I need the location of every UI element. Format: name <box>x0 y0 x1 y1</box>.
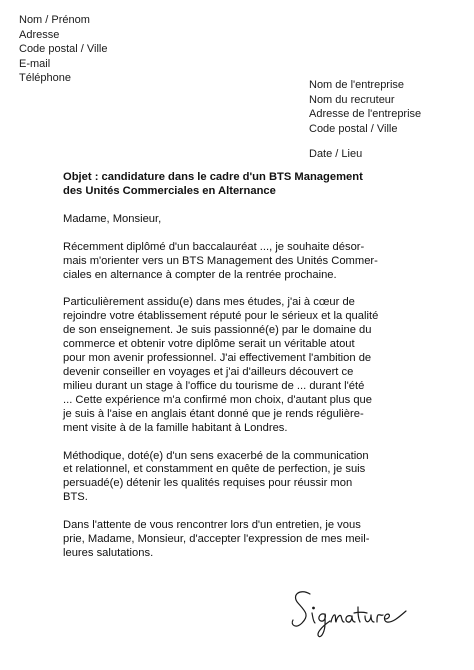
date-place: Date / Lieu <box>309 148 363 160</box>
recipient-postal-city: Code postal / Ville <box>309 122 398 135</box>
paragraph-line: ciales en alternance à compter de la rentrée prochaine. <box>63 268 337 281</box>
recipient-recruiter: Nom du recruteur <box>309 93 395 106</box>
paragraph-line: je suis à l'aise en anglais étant donné que je rends régulière- <box>63 407 364 420</box>
paragraph-line: Récemment diplômé d'un baccalauréat ..., je souhaite désor- <box>63 240 365 253</box>
sender-email: E-mail <box>19 57 51 70</box>
subject-line: Objet : candidature dans le cadre d'un BTS Management <box>63 171 363 183</box>
paragraph-line: Méthodique, doté(e) d'un sens exacerbé de la communication <box>63 449 369 462</box>
paragraph-closing <box>63 519 463 561</box>
recipient-address: Adresse de l'entreprise <box>309 108 422 120</box>
paragraph-line: ment visite à de la famille habitant à Londres. <box>63 421 288 434</box>
paragraph-line: Dans l'attente de vous rencontrer lors d'un entretien, je vous <box>63 519 361 532</box>
paragraph-motivation <box>63 296 463 435</box>
paragraph-line: leures salutations. <box>63 546 154 559</box>
paragraph-line: prie, Madame, Monsieur, d'accepter l'expression de mes meil- <box>63 533 370 546</box>
paragraph-line: rejoindre votre établissement réputé pour le sérieux et la qualité <box>63 310 379 323</box>
paragraph-line: de son enseignement. Je suis passionné(e) par le domaine du <box>63 324 372 337</box>
paragraph-line: Particulièrement assidu(e) dans mes études, j'ai à cœur de <box>63 296 355 309</box>
sender-phone: Téléphone <box>19 72 71 84</box>
paragraph-line: et relationnel, et constamment en quête de perfection, je suis <box>63 463 366 476</box>
paragraph-intro <box>63 241 463 283</box>
sender-name: Nom / Prénom <box>19 14 90 26</box>
letter-body <box>63 171 463 575</box>
paragraph-line: milieu durant un stage à l'office du tourisme de ... durant l'été <box>63 379 365 392</box>
recipient-block <box>309 78 421 136</box>
paragraph-line: ... Cette expérience m'a confirmé mon choix, d'autant plus que <box>63 393 372 406</box>
handwritten-signature <box>288 585 423 640</box>
recipient-company: Nom de l'entreprise <box>309 79 405 91</box>
sender-address: Adresse <box>19 28 60 41</box>
sender-postal-city: Code postal / Ville <box>19 43 108 55</box>
greeting: Madame, Monsieur, <box>63 212 162 225</box>
paragraph-line: mais m'orienter vers un BTS Management des Unités Commer- <box>63 254 378 267</box>
letter-subject <box>63 171 463 199</box>
paragraph-line: BTS. <box>63 491 88 504</box>
paragraph-line: commerce et obtenir votre diplôme serait un véritable atout <box>63 338 355 351</box>
sender-block <box>19 13 107 86</box>
subject-line: des Unités Commerciales en Alternance <box>63 184 276 197</box>
paragraph-line: persuadé(e) détenir les qualités requises pour réussir mon <box>63 477 353 490</box>
paragraph-line: pour mon avenir professionnel. J'ai effectivement l'ambition de <box>63 352 372 365</box>
paragraph-line: devenir conseiller en voyages et j'ai d'ailleurs découvert ce <box>63 365 354 378</box>
paragraph-qualities <box>63 450 463 506</box>
